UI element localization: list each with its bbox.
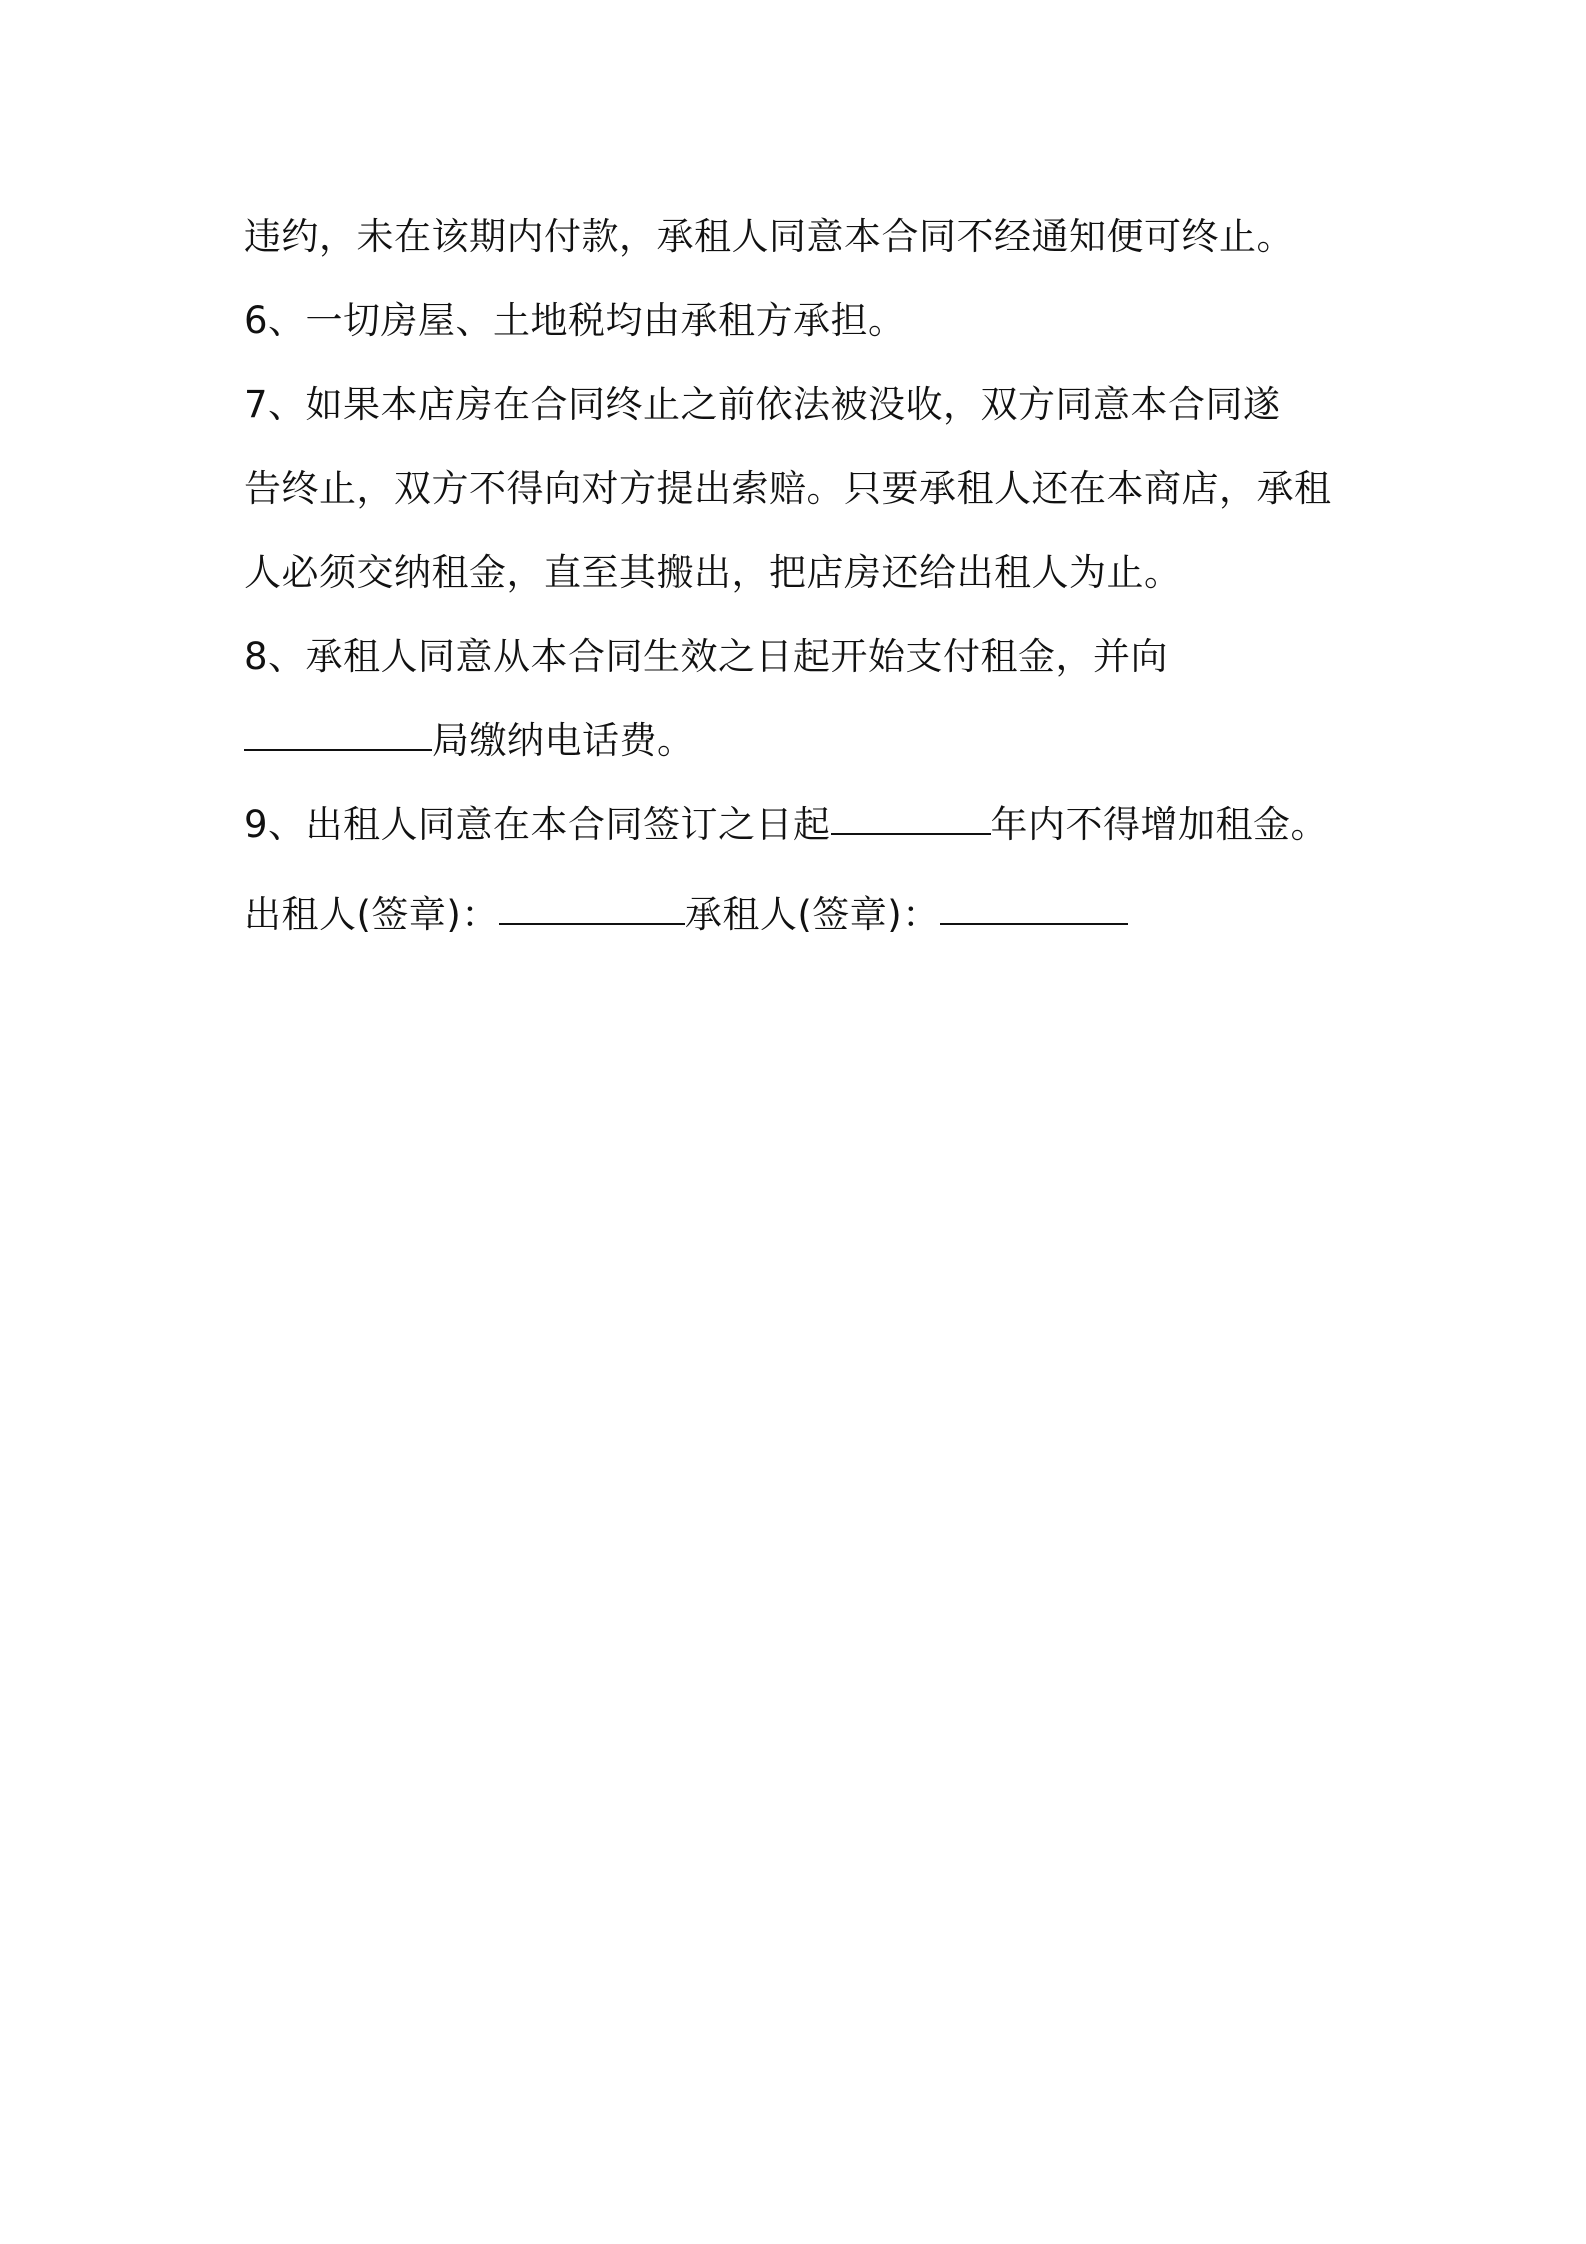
clause-7-line-1: 7、如果本店房在合同终止之前依法被没收，双方同意本合同遂 (244, 383, 1281, 426)
contract-body (244, 195, 1354, 957)
clause-9-tail: 年内不得增加租金。 (990, 803, 1329, 846)
text-line: 违约，未在该期内付款，承租人同意本合同不经通知便可终止。 (244, 215, 1294, 258)
lessor-signature-blank (499, 922, 685, 925)
clause-9-head: 9、出租人同意在本合同签订之日起 (244, 803, 831, 846)
blank-field (244, 748, 432, 751)
blank-field (831, 832, 991, 835)
clause-8-tail: 局缴纳电话费。 (432, 719, 695, 762)
signature-line (244, 873, 1354, 957)
clause-6: 6、一切房屋、土地税均由承租方承担。 (244, 299, 906, 342)
clause-8-line-1: 8、承租人同意从本合同生效之日起开始支付租金，并向 (244, 635, 1169, 678)
clause-7-line-3: 人必须交纳租金，直至其搬出，把店房还给出租人为止。 (244, 551, 1182, 594)
lessee-signature-label: 承租人(签章)： (684, 893, 940, 936)
clause-7-line-2: 告终止，双方不得向对方提出索赔。只要承租人还在本商店，承租 (244, 467, 1332, 510)
lessor-signature-label: 出租人(签章)： (244, 893, 499, 936)
clause-9 (244, 783, 1354, 867)
clause-8-line-2 (244, 699, 1354, 783)
lessee-signature-blank (940, 922, 1128, 925)
